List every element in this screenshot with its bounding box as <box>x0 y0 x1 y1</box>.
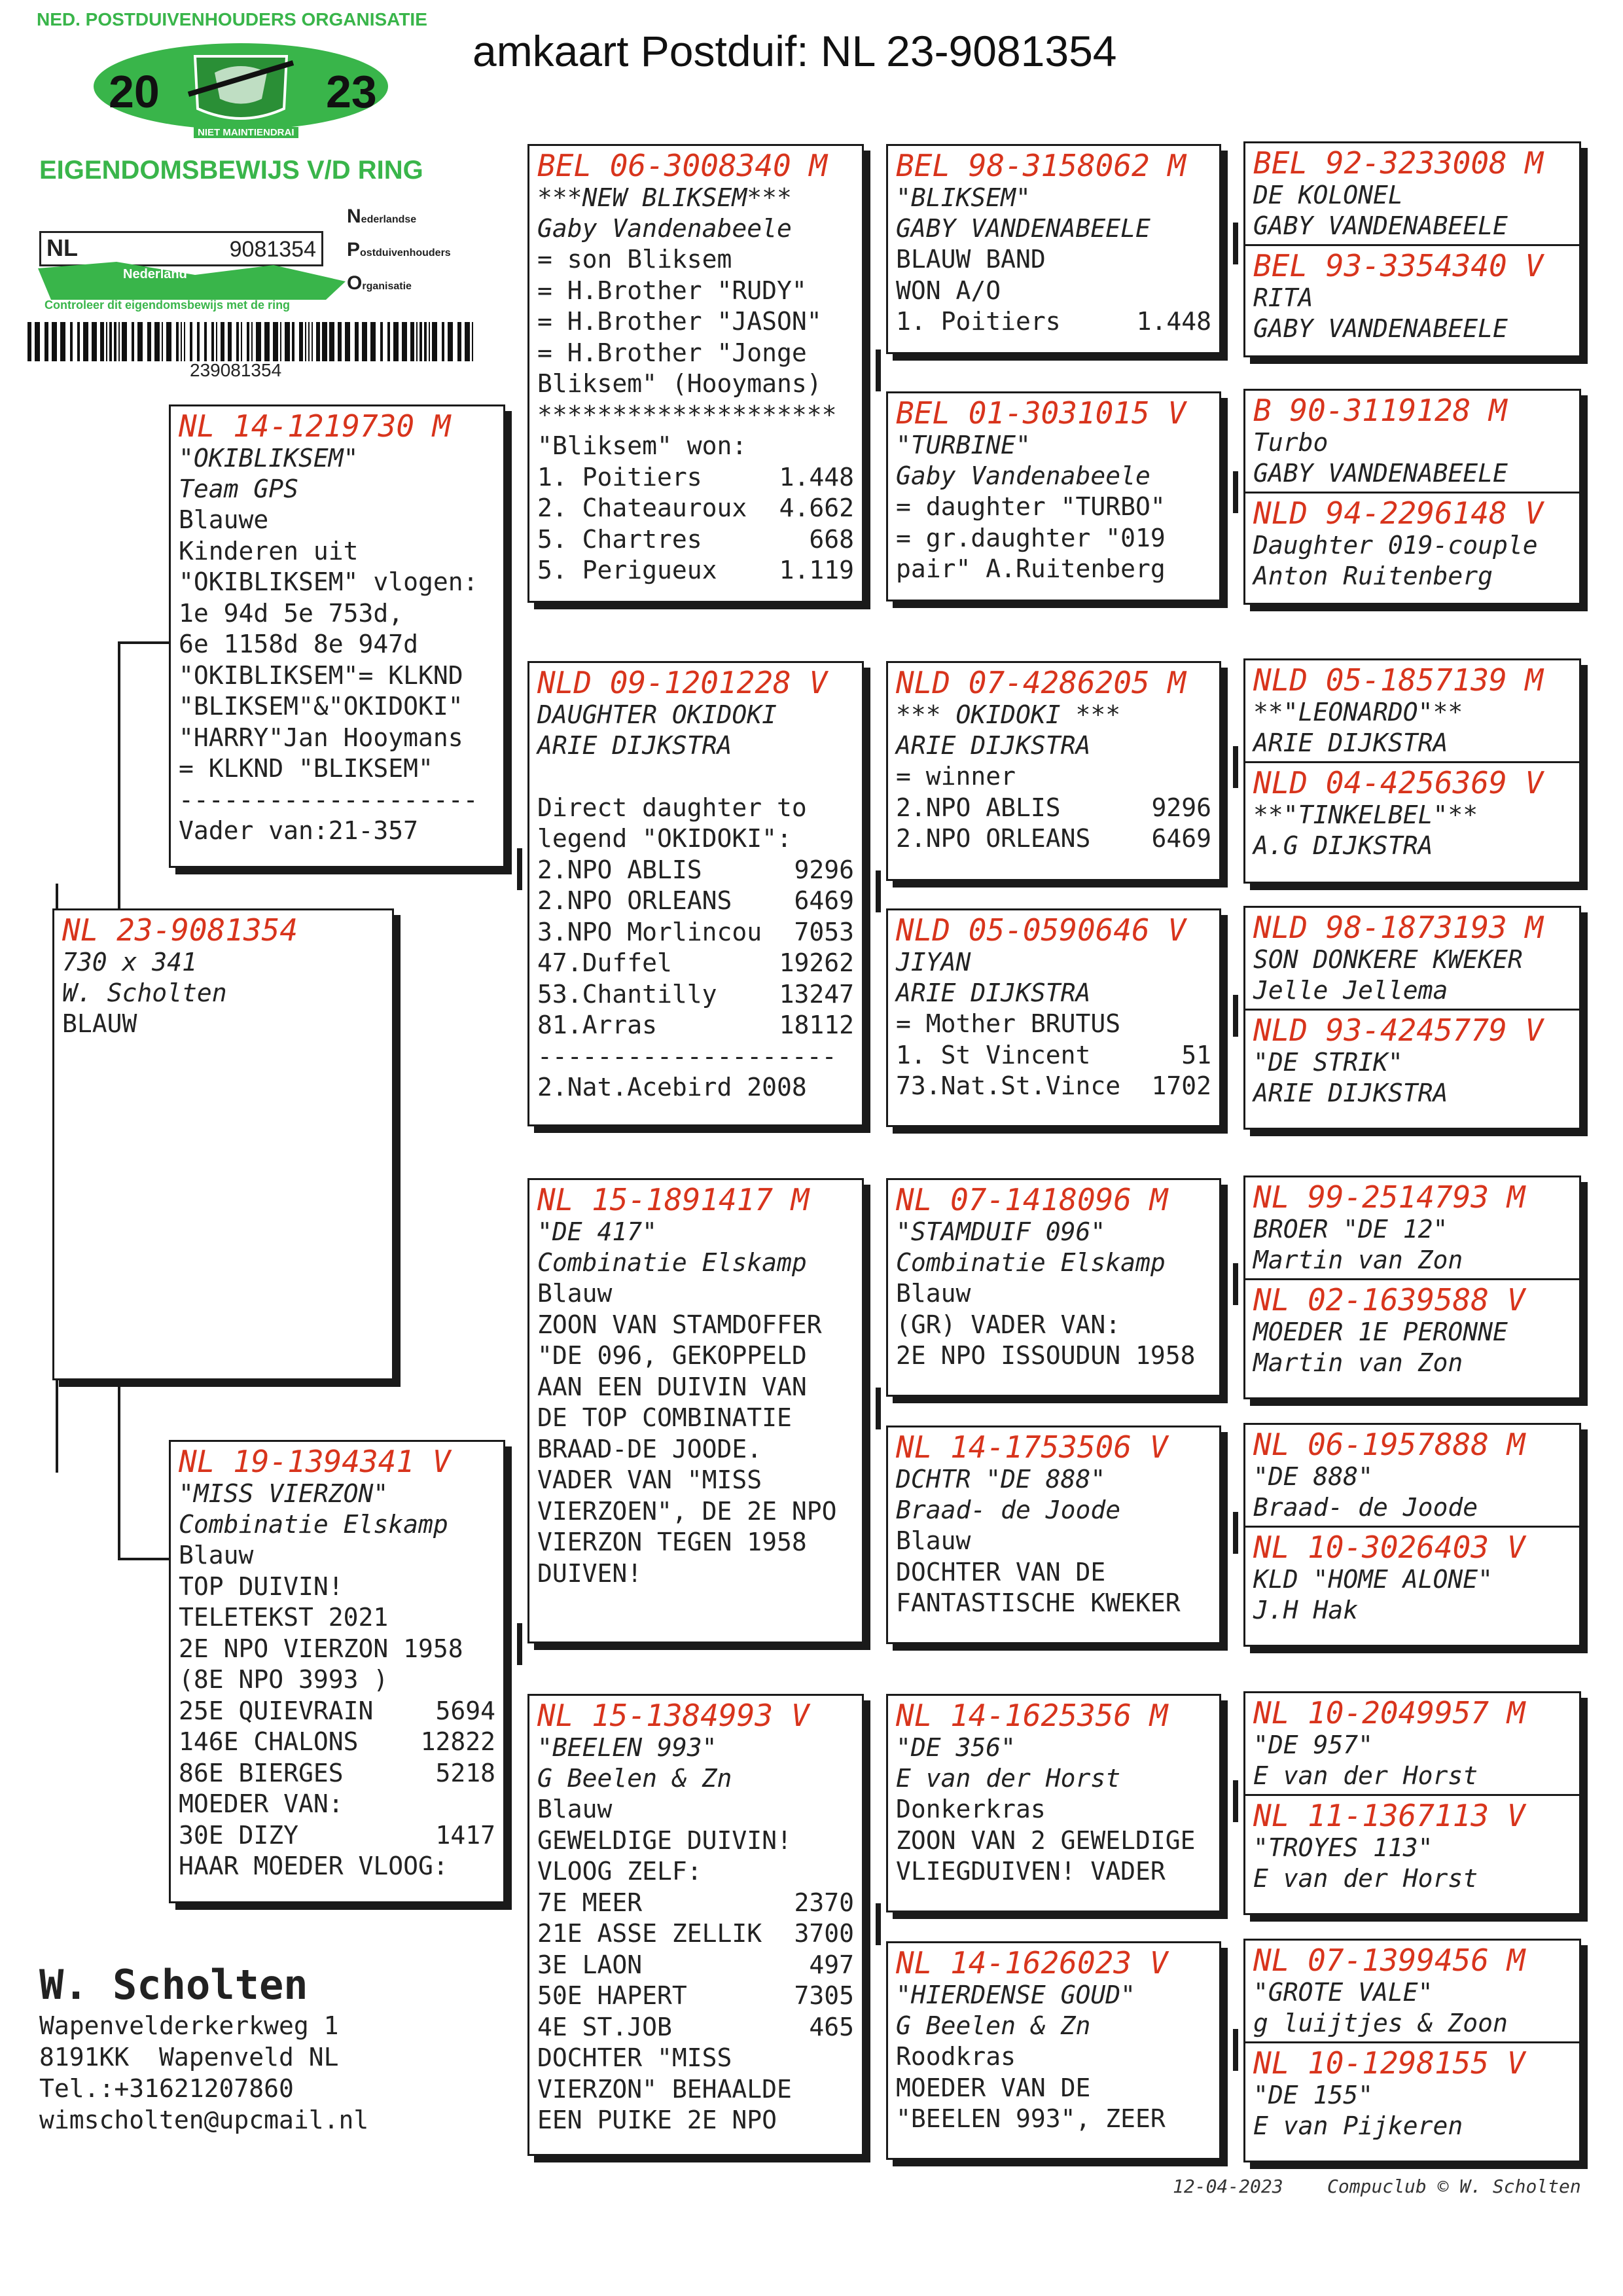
description-line: VIERZON" BEHAALDE <box>537 2074 792 2104</box>
ring-number: NLD 05-0590646 V <box>896 912 1186 948</box>
description-line: VIERZOEN", DE 2E NPO <box>537 1496 837 1526</box>
description-line: MOEDER VAN: <box>179 1789 344 1818</box>
pedigree-box-fm[interactable] <box>527 661 864 1126</box>
pedigree-box-fmm[interactable] <box>886 908 1221 1127</box>
description-line: "HARRY"Jan Hooymans <box>179 723 463 752</box>
description-line: DOCHTER "MISS <box>537 2043 732 2072</box>
breeder: Anton Ruitenberg <box>1253 562 1493 590</box>
description-line: = daughter "TURBO" <box>896 492 1166 521</box>
description-line: (GR) VADER VAN: <box>896 1310 1121 1339</box>
race-value: 13247 <box>779 979 854 1009</box>
description-line: DE TOP COMBINATIE <box>537 1403 792 1432</box>
race-result <box>171 1696 503 1727</box>
race-result <box>529 462 862 493</box>
pigeon-name: RITA <box>1253 283 1313 312</box>
race-name: 2. Chateauroux <box>537 493 747 522</box>
breeder: E van der Horst <box>1253 1864 1478 1893</box>
pigeon-name: "DE 356" <box>896 1733 1016 1762</box>
ring-number: NL 10-3026403 V <box>1245 1526 1579 1564</box>
ring-number: NLD 93-4245779 V <box>1245 1009 1579 1047</box>
owner-city: 8191KK Wapenveld NL <box>39 2043 339 2072</box>
race-result <box>171 1820 503 1852</box>
description-line: 2E NPO VIERZON 1958 <box>179 1634 463 1663</box>
pigeon-name: 730 x 341 <box>62 948 197 977</box>
race-value: 2370 <box>794 1888 854 1917</box>
ring-number: B 90-3119128 M <box>1253 393 1507 428</box>
race-result <box>529 979 862 1011</box>
race-name: 5. Perigueux <box>537 556 717 584</box>
bracket-bar <box>876 350 881 391</box>
race-name: 50E HAPERT <box>537 1981 687 2010</box>
ring-number: NL 99-2514793 M <box>1253 1179 1525 1215</box>
race-result <box>888 823 1219 855</box>
race-name: 2.NPO ABLIS <box>537 855 702 884</box>
description-line: = KLKND "BLIKSEM" <box>179 754 433 783</box>
pigeon-name: DAUGHTER OKIDOKI <box>537 700 777 729</box>
pedigree-box-subject[interactable] <box>52 908 394 1380</box>
cert-year-left: 20 <box>109 66 160 117</box>
race-name: 4E ST.JOB <box>537 2012 672 2041</box>
pigeon-name: "DE 888" <box>1253 1462 1374 1491</box>
description-line: = H.Brother "JASON" <box>537 307 822 336</box>
description-line: Direct daughter to <box>537 793 807 822</box>
pigeon-name: "MISS VIERZON" <box>179 1479 389 1508</box>
description-line: TOP DUIVIN! <box>179 1571 344 1601</box>
race-result <box>529 917 862 948</box>
pigeon-name: **"TINKELBEL"** <box>1253 800 1478 829</box>
race-value: 1417 <box>435 1820 495 1850</box>
breeder: E van der Horst <box>1253 1761 1478 1790</box>
race-value: 9296 <box>1151 793 1211 822</box>
footer-credit: Compuclub © W. Scholten <box>1327 2176 1581 2197</box>
race-name: 1. Poitiers <box>896 307 1061 336</box>
ring-number: NLD 07-4286205 M <box>896 665 1186 700</box>
ring-number: NL 07-1418096 M <box>896 1182 1168 1217</box>
pedigree-box-mmf[interactable] <box>886 1694 1221 1912</box>
description-line: 1e 94d 5e 753d, <box>179 598 404 628</box>
race-value: 497 <box>809 1950 854 1979</box>
pedigree-box-ffm-parents[interactable] <box>1243 389 1581 605</box>
race-value: 1.448 <box>779 462 854 492</box>
pigeon-name: Daughter 019-couple <box>1253 531 1538 560</box>
pedigree-box-fff-parents[interactable] <box>1243 141 1581 357</box>
cert-warning: Controleer dit eigendomsbewijs met de ring <box>45 298 291 312</box>
description-line: (8E NPO 3993 ) <box>179 1665 389 1694</box>
bracket-bar <box>1233 995 1238 1037</box>
description-line: MOEDER VAN DE <box>896 2073 1091 2102</box>
breeder: ARIE DIJKSTRA <box>896 978 1091 1007</box>
bracket-bar <box>876 1903 881 1945</box>
breeder: E van Pijkeren <box>1253 2111 1463 2140</box>
bracket-bar <box>1233 2029 1238 2071</box>
breeder: W. Scholten <box>62 978 227 1007</box>
bracket-bar <box>876 1388 881 1429</box>
bracket-bar <box>1233 1263 1238 1305</box>
pedigree-box-ff[interactable] <box>527 144 864 603</box>
pigeon-name: SON DONKERE KWEKER <box>1253 945 1523 974</box>
cert-ring-number: 9081354 <box>229 237 316 262</box>
race-result <box>529 855 862 886</box>
pedigree-box-fff[interactable] <box>886 144 1221 354</box>
race-value: 7053 <box>794 917 854 946</box>
race-value: 12822 <box>420 1727 495 1756</box>
bracket-bar <box>1233 1780 1238 1822</box>
ring-number: NL 07-1399456 M <box>1253 1943 1525 1978</box>
race-value: 6469 <box>794 886 854 915</box>
bracket-bar <box>1233 223 1238 264</box>
description-line: Blauw <box>896 1526 971 1555</box>
bracket-bar <box>1233 746 1238 788</box>
race-name: 21E ASSE ZELLIK <box>537 1919 762 1948</box>
breeder: Combinatie Elskamp <box>537 1248 807 1277</box>
description-line: VIERZON TEGEN 1958 <box>537 1528 807 1556</box>
ring-number: BEL 01-3031015 V <box>896 395 1186 431</box>
description-line: AAN EEN DUIVIN VAN <box>537 1372 807 1401</box>
pigeon-name: ***NEW BLIKSEM*** <box>537 183 792 212</box>
pedigree-box-mf[interactable] <box>527 1178 864 1643</box>
ring-number: NL 19-1394341 V <box>179 1444 451 1479</box>
description-line: = H.Brother "Jonge <box>537 338 807 367</box>
cert-map-graphic <box>38 262 352 301</box>
description-line: Bliksem" (Hooymans) <box>537 369 822 398</box>
description-line: "OKIBLIKSEM"= KLKND <box>179 660 463 690</box>
pigeon-name: JIYAN <box>896 948 971 977</box>
breeder: ARIE DIJKSTRA <box>537 731 732 760</box>
ring-number: NLD 94-2296148 V <box>1245 492 1579 530</box>
description-line: FANTASTISCHE KWEKER <box>896 1588 1181 1617</box>
owner-phone: Tel.:+31621207860 <box>39 2074 294 2103</box>
description-line: -------------------- <box>537 1041 837 1071</box>
owner-name: W. Scholten <box>39 1961 308 2009</box>
race-value: 1702 <box>1151 1071 1211 1100</box>
description-line: "BLIKSEM"&"OKIDOKI" <box>179 692 463 721</box>
pigeon-name: "DE 155" <box>1253 2081 1374 2109</box>
pigeon-name: BROER "DE 12" <box>1253 1215 1448 1244</box>
description-line: Vader van:21-357 <box>179 816 419 845</box>
connector-line <box>118 641 170 644</box>
cert-year-right: 23 <box>326 66 377 117</box>
pedigree-box-mmf-parents[interactable] <box>1243 1691 1581 1915</box>
race-value: 1.119 <box>779 556 854 584</box>
cert-country-code: NL <box>46 234 78 261</box>
race-result <box>529 886 862 917</box>
breeder: J.H Hak <box>1253 1596 1359 1624</box>
race-result <box>529 1918 862 1950</box>
description-line: 6e 1158d 8e 947d <box>179 630 419 658</box>
page-title: amkaart Postduif: NL 23-9081354 <box>473 27 1117 75</box>
bracket-bar <box>1233 1512 1238 1554</box>
cert-barcode <box>25 322 478 361</box>
breeder: ARIE DIJKSTRA <box>896 731 1091 760</box>
bracket-bar <box>876 870 881 912</box>
description-line: legend "OKIDOKI": <box>537 824 792 853</box>
description-line: GEWELDIGE DUIVIN! <box>537 1825 792 1855</box>
pigeon-name: "DE 417" <box>537 1217 658 1246</box>
race-value: 19262 <box>779 948 854 977</box>
description-line: WON A/O <box>896 276 1001 305</box>
ring-number: NLD 09-1201228 V <box>537 665 828 700</box>
breeder: A.G DIJKSTRA <box>1253 831 1433 860</box>
breeder: Gaby Vandenabeele <box>537 214 792 243</box>
description-line: Kinderen uit <box>179 536 359 565</box>
race-result <box>171 1758 503 1789</box>
description-line: = gr.daughter "019 <box>896 523 1166 552</box>
ring-number: NL 14-1753506 V <box>896 1429 1168 1465</box>
cert-barcode-number: 239081354 <box>190 360 282 380</box>
race-result <box>529 524 862 556</box>
race-name: 53.Chantilly <box>537 979 717 1009</box>
pigeon-name: "DE 957" <box>1253 1731 1374 1759</box>
race-name: 3E LAON <box>537 1950 643 1979</box>
race-result <box>888 1040 1219 1071</box>
description-line: Roodkras <box>896 2042 1016 2071</box>
race-result <box>529 1981 862 2012</box>
description-line <box>529 761 862 793</box>
race-name: 25E QUIEVRAIN <box>179 1696 374 1725</box>
pigeon-name: MOEDER 1E PERONNE <box>1253 1318 1508 1346</box>
race-value: 9296 <box>794 855 854 884</box>
breeder: GABY VANDENABEELE <box>1253 314 1508 343</box>
cert-organisation: NED. POSTDUIVENHOUDERS ORGANISATIE <box>37 9 427 29</box>
description-line: "DE 096, GEKOPPELD <box>537 1341 807 1370</box>
bracket-bar <box>1233 471 1238 513</box>
description-line: = winner <box>896 762 1016 791</box>
owner-email: wimscholten@upcmail.nl <box>39 2106 369 2134</box>
race-name: 5. Chartres <box>537 524 702 554</box>
description-line: ZOON VAN STAMDOFFER <box>537 1310 822 1339</box>
race-result <box>529 1888 862 1919</box>
pedigree-box-fmf-parents[interactable] <box>1243 658 1581 884</box>
race-result <box>888 1071 1219 1102</box>
description-line: "OKIBLIKSEM" vlogen: <box>179 567 478 596</box>
race-name: 3.NPO Morlincou <box>537 917 762 946</box>
breeder: Gaby Vandenabeele <box>896 461 1150 490</box>
cert-heading: EIGENDOMSBEWIJS V/D RING <box>39 156 423 185</box>
race-value: 1.448 <box>1136 307 1211 336</box>
pigeon-name: "OKIBLIKSEM" <box>179 444 359 473</box>
description-line: BLAUW BAND <box>896 245 1046 274</box>
pedigree-box-fmf[interactable] <box>886 661 1221 881</box>
pigeon-name: *** OKIDOKI *** <box>896 700 1121 729</box>
race-name: 2.NPO ABLIS <box>896 793 1061 822</box>
pigeon-name: "DE STRIK" <box>1253 1048 1403 1077</box>
description-line: VADER VAN "MISS <box>537 1465 762 1494</box>
pigeon-name: "TROYES 113" <box>1253 1833 1433 1862</box>
pedigree-box-mother[interactable] <box>169 1440 505 1903</box>
description-line: 2.Nat.Acebird 2008 <box>537 1073 807 1102</box>
race-value: 5694 <box>435 1696 495 1725</box>
race-value: 51 <box>1181 1040 1211 1069</box>
breeder: Jelle Jellema <box>1253 976 1448 1005</box>
race-result <box>529 555 862 586</box>
race-name: 86E BIERGES <box>179 1758 344 1787</box>
pedigree-box-fmm-parents[interactable] <box>1243 906 1581 1130</box>
pedigree-box-father[interactable] <box>169 404 505 868</box>
pigeon-color: BLAUW <box>62 1009 137 1038</box>
race-name: 73.Nat.St.Vince <box>896 1071 1121 1100</box>
breeder: G Beelen & Zn <box>896 2011 1091 2040</box>
ring-number: BEL 92-3233008 M <box>1253 145 1544 181</box>
ring-number: NL 10-1298155 V <box>1245 2041 1579 2080</box>
pigeon-name: KLD "HOME ALONE" <box>1253 1565 1493 1594</box>
pigeon-name: "STAMDUIF 096" <box>896 1217 1106 1246</box>
description-line: BRAAD-DE JOODE. <box>537 1434 762 1463</box>
ring-number: BEL 98-3158062 M <box>896 148 1186 183</box>
ownership-certificate <box>12 5 479 378</box>
breeder: G Beelen & Zn <box>537 1764 732 1793</box>
pedigree-box-mff-parents[interactable] <box>1243 1175 1581 1399</box>
race-value: 18112 <box>779 1011 854 1039</box>
pedigree-box-mmm[interactable] <box>886 1941 1221 2160</box>
race-result <box>529 2012 862 2043</box>
pigeon-name: "GROTE VALE" <box>1253 1978 1433 2007</box>
race-value: 465 <box>809 2012 854 2041</box>
race-value: 668 <box>809 524 854 554</box>
race-value: 7305 <box>794 1981 854 2010</box>
breeder: Martin van Zon <box>1253 1348 1463 1377</box>
pigeon-name: DCHTR "DE 888" <box>896 1465 1106 1494</box>
pedigree-box-mff[interactable] <box>886 1178 1221 1397</box>
cert-npo-block: Nederlandse Postduivenhouders Organisatie <box>347 206 451 294</box>
race-result <box>529 1010 862 1041</box>
description-line: ******************** <box>537 400 837 429</box>
race-name: 2.NPO ORLEANS <box>896 824 1091 853</box>
ring-number: BEL 06-3008340 M <box>537 148 828 183</box>
race-result <box>529 493 862 524</box>
pigeon-name: "BLIKSEM" <box>896 183 1031 212</box>
footer-date: 12-04-2023 <box>1173 2176 1283 2197</box>
breeder: Braad- de Joode <box>1253 1493 1478 1522</box>
cert-motto: NIET MAINTIENDRAI <box>194 127 298 138</box>
description-line: = H.Brother "RUDY" <box>537 276 807 305</box>
ring-number: NL 14-1626023 V <box>896 1945 1168 1981</box>
breeder: Combinatie Elskamp <box>179 1510 448 1539</box>
description-line: Blauw <box>896 1279 971 1308</box>
race-name: 47.Duffel <box>537 948 672 977</box>
race-name: 146E CHALONS <box>179 1727 359 1756</box>
ring-number: NLD 98-1873193 M <box>1253 910 1544 945</box>
bracket-bar <box>517 848 522 890</box>
race-name: 2.NPO ORLEANS <box>537 886 732 915</box>
pedigree-box-ffm[interactable] <box>886 391 1221 601</box>
pedigree-box-mm[interactable] <box>527 1694 864 2156</box>
pigeon-name: Turbo <box>1253 428 1329 457</box>
breeder: Team GPS <box>179 475 299 503</box>
ring-number: NL 11-1367113 V <box>1245 1794 1579 1833</box>
description-line: TELETEKST 2021 <box>179 1603 389 1632</box>
pigeon-name: "HIERDENSE GOUD" <box>896 1981 1136 2009</box>
race-name: 30E DIZY <box>179 1820 299 1850</box>
breeder: ARIE DIJKSTRA <box>1253 1079 1448 1107</box>
race-name: 81.Arras <box>537 1011 658 1039</box>
breeder: g luijtjes & Zoon <box>1253 2009 1508 2037</box>
description-line: Donkerkras <box>896 1795 1046 1823</box>
pigeon-name: **"LEONARDO"** <box>1253 698 1463 726</box>
pigeon-name: DE KOLONEL <box>1253 181 1403 209</box>
race-result <box>171 1727 503 1758</box>
owner-block <box>39 1960 368 2136</box>
footer <box>1173 2176 1581 2197</box>
cert-country: Nederland <box>123 267 187 281</box>
breeder: GABY VANDENABEELE <box>1253 459 1508 488</box>
ring-number: NL 23-9081354 <box>62 912 298 948</box>
description-line: 2E NPO ISSOUDUN 1958 <box>896 1341 1196 1370</box>
ring-number: NL 06-1957888 M <box>1253 1427 1525 1462</box>
race-value: 6469 <box>1151 824 1211 853</box>
bracket-bar <box>517 1623 522 1665</box>
ring-number: NL 14-1219730 M <box>179 408 451 444</box>
pedigree-box-mmm-parents[interactable] <box>1243 1939 1581 2162</box>
ring-number: NL 02-1639588 V <box>1245 1278 1579 1317</box>
description-line: "Bliksem" won: <box>537 431 747 460</box>
description-line: VLOOG ZELF: <box>537 1857 702 1886</box>
race-name: 7E MEER <box>537 1888 643 1917</box>
ring-number: BEL 93-3354340 V <box>1245 244 1579 283</box>
description-line: EEN PUIKE 2E NPO <box>537 2106 777 2134</box>
breeder: Combinatie Elskamp <box>896 1248 1166 1277</box>
pigeon-name: "TURBINE" <box>896 431 1031 459</box>
description-line: = Mother BRUTUS <box>896 1009 1121 1038</box>
ring-number: NL 14-1625356 M <box>896 1698 1168 1733</box>
description-line: Blauwe <box>179 505 269 534</box>
description-line: -------------------- <box>179 785 478 814</box>
ring-number: NLD 04-4256369 V <box>1245 761 1579 800</box>
owner-address: Wapenvelderkerkweg 1 <box>39 2011 339 2040</box>
breeder: GABY VANDENABEELE <box>896 214 1150 243</box>
race-value: 3700 <box>794 1919 854 1948</box>
breeder: GABY VANDENABEELE <box>1253 211 1508 240</box>
description-line: Blauw <box>537 1795 613 1823</box>
description-line: DOCHTER VAN DE <box>896 1557 1106 1587</box>
description-line: ZOON VAN 2 GEWELDIGE <box>896 1825 1196 1855</box>
pedigree-box-mfm-parents[interactable] <box>1243 1423 1581 1647</box>
race-result <box>888 306 1219 338</box>
breeder: Braad- de Joode <box>896 1496 1121 1524</box>
connector-line <box>118 1558 170 1560</box>
ring-number: NL 15-1891417 M <box>537 1182 810 1217</box>
description-line: pair" A.Ruitenberg <box>896 554 1166 583</box>
description-line: Blauw <box>179 1541 254 1570</box>
race-name: 1. St Vincent <box>896 1040 1091 1069</box>
description-line: = son Bliksem <box>537 245 732 274</box>
pedigree-box-mfm[interactable] <box>886 1426 1221 1644</box>
race-result <box>529 948 862 979</box>
ring-number: NL 10-2049957 M <box>1253 1695 1525 1731</box>
ring-number: NL 15-1384993 V <box>537 1698 810 1733</box>
race-result <box>529 1950 862 1981</box>
cert-ring-field <box>39 231 323 266</box>
race-value: 4.662 <box>779 493 854 522</box>
pigeon-name: "BEELEN 993" <box>537 1733 717 1762</box>
race-name: 1. Poitiers <box>537 462 702 492</box>
description-line: Blauw <box>537 1279 613 1308</box>
race-value: 5218 <box>435 1758 495 1787</box>
description-line: HAAR MOEDER VLOOG: <box>179 1852 448 1880</box>
description-line: DUIVEN! <box>537 1558 643 1588</box>
race-result <box>888 793 1219 824</box>
description-line: "BEELEN 993", ZEER <box>896 2104 1166 2133</box>
ring-number: NLD 05-1857139 M <box>1253 662 1544 698</box>
breeder: Martin van Zon <box>1253 1246 1463 1274</box>
breeder: E van der Horst <box>896 1764 1121 1793</box>
description-line: VLIEGDUIVEN! VADER <box>896 1857 1166 1886</box>
breeder: ARIE DIJKSTRA <box>1253 728 1448 757</box>
